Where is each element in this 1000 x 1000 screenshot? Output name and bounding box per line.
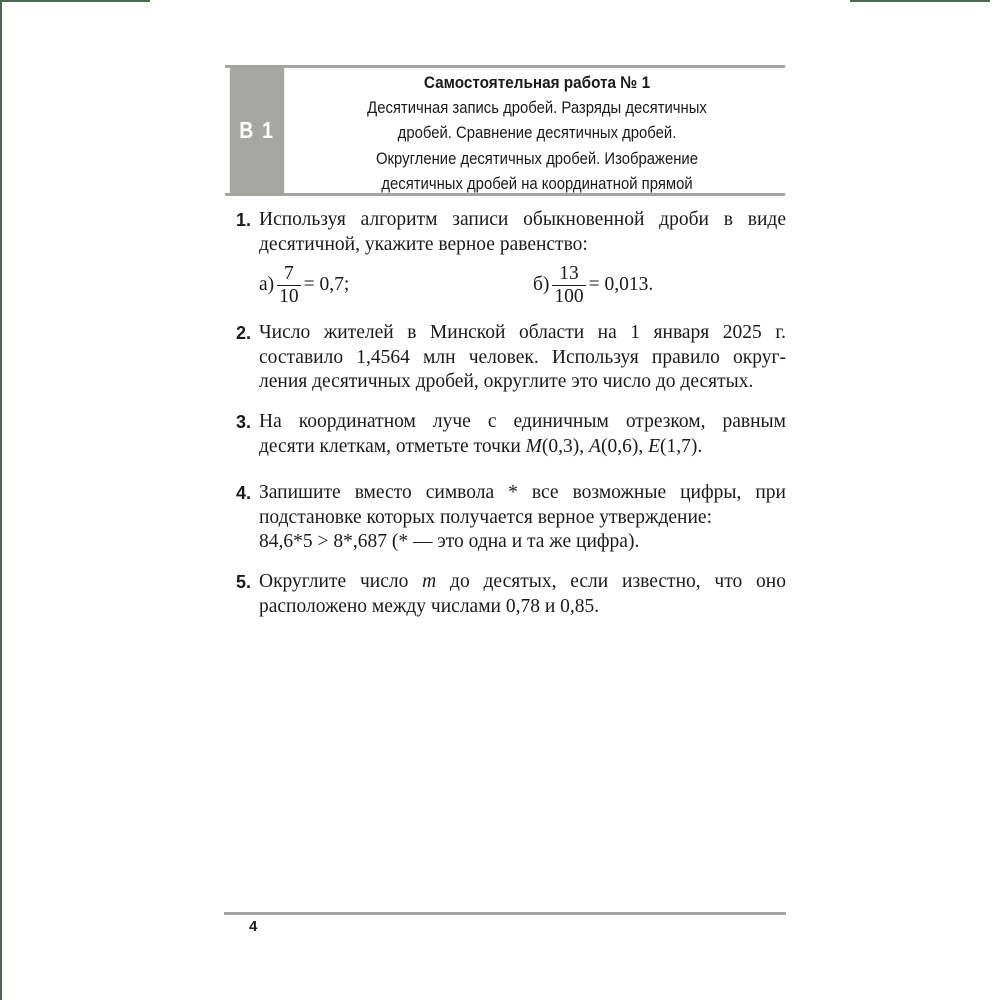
task-text-line (259, 570, 786, 595)
point-value: (0,6) (600, 435, 639, 457)
point-name: E (648, 435, 661, 457)
point-name: M (525, 435, 542, 457)
subtitle-line: дробей. Сравнение десятичных дробей. (397, 124, 677, 142)
denominator: 10 (279, 285, 299, 307)
option-result: = 0,7; (303, 273, 350, 295)
page-number: 4 (249, 918, 258, 935)
task-text-line: ления десятичных дробей, округлите это число до десятых. (259, 371, 754, 392)
task-text-line: 84,6*5 > 8*,687 (* — это одна и та же цифра). (259, 531, 640, 552)
point-name: A (589, 435, 601, 457)
variant-label: В 1 (239, 117, 275, 143)
task-2 (236, 321, 786, 395)
task-1 (236, 208, 786, 311)
page-frame-top-border-right (850, 0, 990, 2)
task-text-line: составило 1,4564 млн человек. Используя правило округ- (259, 346, 786, 368)
task-text-fragment: до десятых, если известно, что оно (436, 571, 786, 592)
option-label: а) (259, 273, 275, 295)
task-text-line: Число жителей в Минской области на 1 января 2025 г. (259, 322, 786, 343)
worksheet-header (225, 65, 785, 196)
task-3 (236, 410, 786, 459)
header-text (289, 68, 785, 193)
subtitle-line: Десятичная запись дробей. Разряды десятичных (367, 98, 707, 117)
task-4 (236, 481, 786, 555)
task-text-line: десяти клеткам, отметьте точки M(0,3), A(0,6), E(1,7). (259, 435, 703, 457)
option-label: б) (533, 273, 550, 295)
task-text-fragment: десяти клеткам, отметьте точки (259, 435, 521, 457)
task-text-line: расположено между числами 0,78 и 0,85. (259, 595, 600, 617)
option-a (259, 259, 349, 311)
variable-m: m (422, 571, 437, 592)
fraction (552, 263, 585, 308)
page-frame-top-border-left (0, 0, 150, 2)
numerator: 13 (559, 262, 579, 284)
task-number: 3. (236, 412, 252, 432)
page-frame-left-border (0, 0, 2, 1000)
task-text-line: подстановке которых получается верное утверждение: (259, 506, 712, 528)
option-result: = 0,013. (588, 273, 654, 295)
option-b (533, 259, 653, 311)
task-number: 1. (236, 210, 252, 230)
task-text-line: Используя алгоритм записи обыкновенной дроби в виде (259, 209, 786, 230)
point-value: (1,7) (660, 435, 698, 457)
subtitle-line: Округление десятичных дробей. Изображение (375, 149, 698, 168)
point-value: (0,3) (541, 435, 580, 457)
task-text-fragment: Округлите число (259, 571, 423, 592)
answer-options (259, 259, 786, 311)
worksheet-title: Самостоятельная работа № 1 (423, 73, 651, 92)
variant-badge (230, 68, 284, 193)
numerator: 7 (284, 262, 294, 284)
task-5 (236, 570, 786, 619)
task-text-line: десятичной, укажите верное равенство: (259, 233, 588, 255)
task-number: 5. (236, 572, 252, 592)
footer-divider (224, 912, 786, 915)
subtitle-line: десятичных дробей на координатной прямой (381, 175, 693, 193)
task-text-line: На координатном луче с единичным отрезком, равным (259, 411, 786, 432)
denominator: 100 (554, 285, 584, 307)
task-number: 2. (236, 323, 252, 343)
task-number: 4. (236, 483, 252, 503)
fraction (277, 263, 301, 308)
task-text-line: Запишите вместо символа * все возможные цифры, при (259, 482, 786, 503)
